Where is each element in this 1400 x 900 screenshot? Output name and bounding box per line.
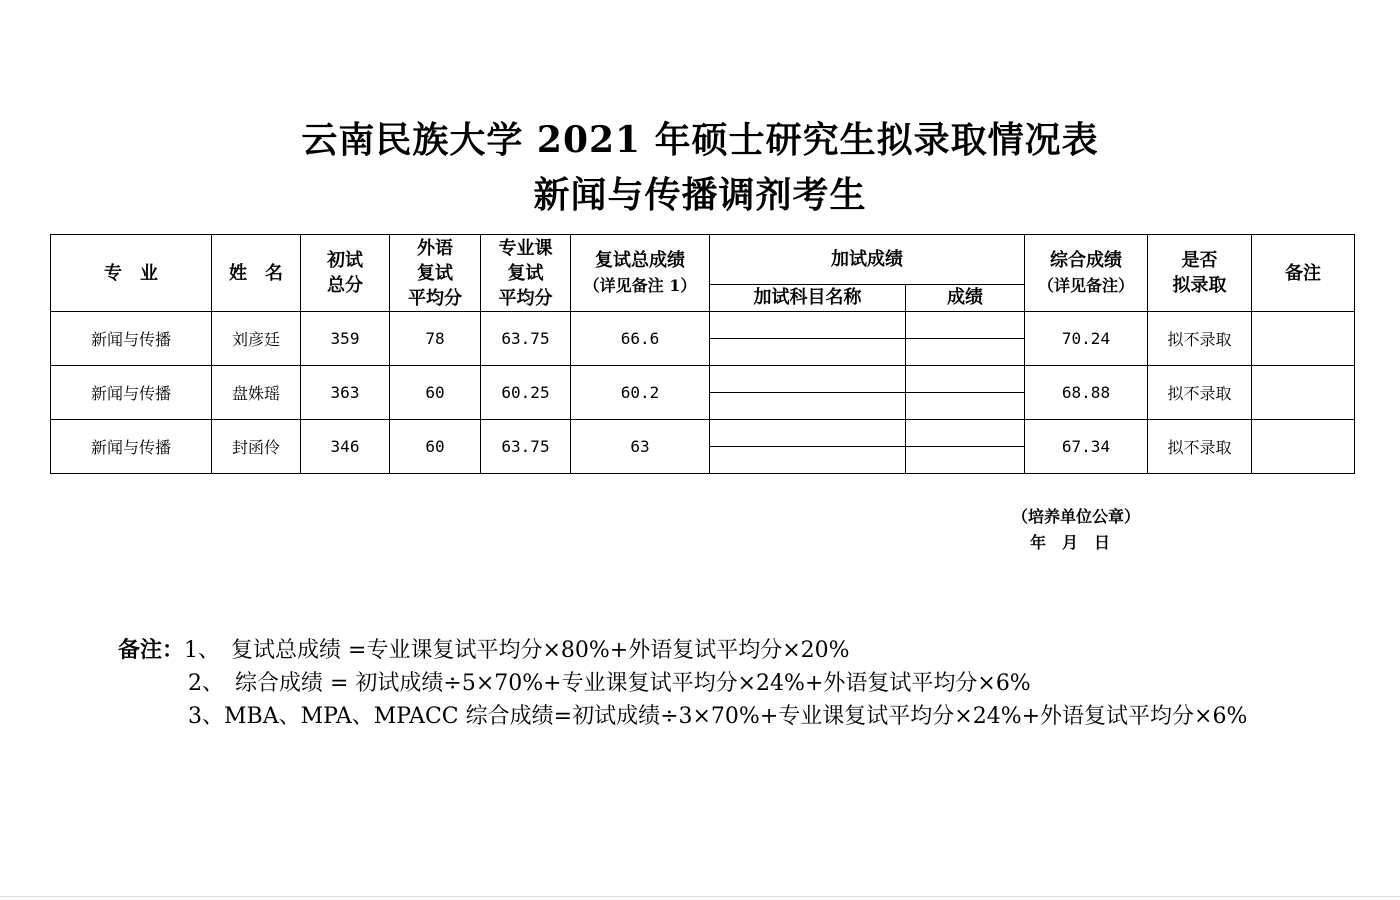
header-admit-line1: 是否 (1181, 250, 1218, 271)
header-remark: 备注 (1252, 235, 1355, 312)
header-foreign-line3: 平均分 (408, 287, 462, 309)
header-prof-avg (481, 235, 571, 312)
header-composite-note: （详见备注） (1037, 276, 1134, 295)
header-composite (1025, 235, 1148, 312)
header-admit-line2: 拟录取 (1172, 275, 1227, 296)
cell-extra-subject (710, 366, 906, 393)
header-prof-line1: 专业课 (498, 237, 553, 259)
header-admit (1148, 235, 1252, 312)
admission-table (50, 234, 1355, 474)
header-composite-label: 综合成绩 (1050, 250, 1122, 271)
header-prof-line3: 平均分 (498, 287, 553, 309)
cell-extra-subject (710, 447, 906, 474)
cell-extra-score (906, 420, 1025, 447)
header-retest-total-label: 复试总成绩 (595, 250, 685, 271)
cell-extra-subject (710, 420, 906, 447)
cell-name: 刘彦廷 (212, 312, 301, 366)
cell-prof-avg: 60.25 (481, 366, 571, 420)
cell-initial-total: 346 (301, 420, 390, 474)
header-name: 姓 名 (212, 235, 301, 312)
cell-remark (1252, 420, 1355, 474)
header-extra-score: 成绩 (906, 285, 1025, 312)
cell-extra-subject (710, 312, 906, 339)
cell-remark (1252, 312, 1355, 366)
header-extra-subject: 加试科目名称 (710, 285, 906, 312)
cell-admit: 拟不录取 (1148, 420, 1252, 474)
cell-major: 新闻与传播 (51, 420, 212, 474)
document-subtitle: 新闻与传播调剂考生 (533, 174, 867, 216)
header-retest-total (571, 235, 710, 312)
document-title: 云南民族大学 2021 年硕士研究生拟录取情况表 (301, 119, 1099, 161)
cell-foreign-avg: 60 (390, 366, 481, 420)
cell-remark (1252, 366, 1355, 420)
cell-retest-total: 66.6 (571, 312, 710, 366)
cell-composite: 68.88 (1025, 366, 1148, 420)
header-major: 专 业 (51, 235, 212, 312)
cell-major: 新闻与传播 (51, 366, 212, 420)
cell-extra-score (906, 447, 1025, 474)
cell-extra-score (906, 312, 1025, 339)
cell-retest-total: 63 (571, 420, 710, 474)
header-initial-total (301, 235, 390, 312)
note-1-text: 1、 复试总成绩 =专业课复试平均分×80%+外语复试平均分×20% (184, 638, 850, 663)
notes-section (118, 634, 1247, 733)
cell-prof-avg: 63.75 (481, 420, 571, 474)
header-retest-total-note: （详见备注 1） (583, 276, 697, 295)
cell-initial-total: 359 (301, 312, 390, 366)
header-prof-line2: 复试 (507, 262, 544, 284)
cell-composite: 67.34 (1025, 420, 1148, 474)
cell-composite: 70.24 (1025, 312, 1148, 366)
cell-name: 封函伶 (212, 420, 301, 474)
cell-retest-total: 60.2 (571, 366, 710, 420)
date-label: 年 月 日 (1030, 533, 1111, 552)
note-line-3: 3、MBA、MPA、MPACC 综合成绩=初试成绩÷3×70%+专业课复试平均分×24%+外语复试平均分×6% (188, 704, 1248, 729)
notes-label: 备注： (118, 637, 185, 663)
header-initial-line2: 总分 (327, 275, 363, 296)
cell-foreign-avg: 60 (390, 420, 481, 474)
cell-admit: 拟不录取 (1148, 312, 1252, 366)
seal-label: （培养单位公章） (1012, 507, 1141, 526)
cell-extra-score (906, 393, 1025, 420)
header-foreign-avg (390, 235, 481, 312)
cell-initial-total: 363 (301, 366, 390, 420)
page-bottom-rule (0, 896, 1400, 897)
header-initial-line1: 初试 (327, 250, 363, 271)
cell-extra-subject (710, 393, 906, 420)
cell-extra-score (906, 339, 1025, 366)
cell-major: 新闻与传播 (51, 312, 212, 366)
note-line-1 (118, 634, 1247, 667)
header-extra: 加试成绩 (710, 235, 1025, 285)
cell-name: 盘姝瑶 (212, 366, 301, 420)
cell-prof-avg: 63.75 (481, 312, 571, 366)
header-foreign-line2: 复试 (417, 262, 453, 284)
cell-foreign-avg: 78 (390, 312, 481, 366)
cell-extra-score (906, 366, 1025, 393)
header-foreign-line1: 外语 (417, 237, 453, 259)
cell-extra-subject (710, 339, 906, 366)
note-line-2: 2、 综合成绩 = 初试成绩÷5×70%+专业课复试平均分×24%+外语复试平均分×6% (188, 671, 1031, 696)
cell-admit: 拟不录取 (1148, 366, 1252, 420)
